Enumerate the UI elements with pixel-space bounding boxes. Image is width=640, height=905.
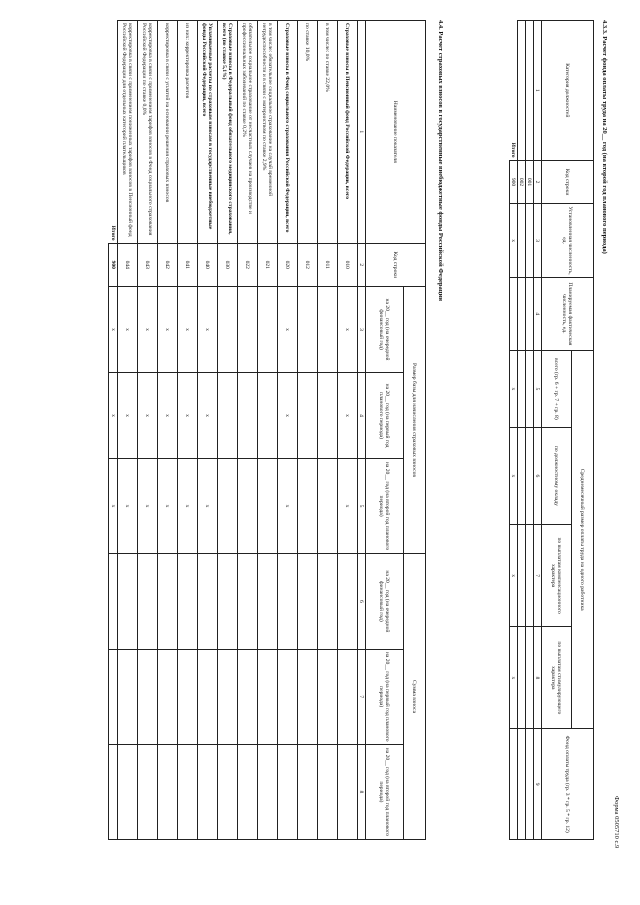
table-row [158, 21, 178, 840]
empty-cell [298, 554, 318, 650]
row-mark [218, 458, 238, 553]
table-row [118, 21, 138, 840]
row-name: Страховые взносы в Фонд социального страхования Российской Федерации, всего [278, 21, 298, 244]
num-cell: 5 [534, 350, 542, 427]
base-y2-header: на 20__ год (на первый год планового периода) [366, 373, 404, 459]
row-code: 002 [518, 160, 526, 204]
row-mark: х [178, 458, 198, 553]
row-mark: х [158, 458, 178, 553]
row-mark [218, 286, 238, 372]
num-cell: 6 [358, 554, 366, 650]
sum-y1-header: на 20__ год (на очередной финансовый год) [366, 554, 404, 650]
row-mark [258, 373, 278, 459]
row-mark [238, 458, 258, 553]
empty-cell [318, 554, 338, 650]
section-44-title: 4.4. Расчет страховых взносов в государственные внебюджетные фонды Российской Федерации [437, 20, 444, 301]
row-name: обязательное социальное страхование от несчастных случаев на производстве и профессиональных заболеваний по ставке 0,2% [238, 21, 258, 244]
num-cell: 5 [358, 458, 366, 553]
col-salary-header: по должностному окладу [542, 427, 572, 524]
table-row [238, 21, 258, 840]
row-mark: х [278, 373, 298, 459]
row-name: в том числе: по ставке 22,0% [318, 21, 338, 244]
num-cell: 9 [534, 729, 542, 840]
col-actual-header: Планируемая фактическая численность, ед. [542, 277, 594, 350]
row-mark [298, 286, 318, 372]
table-row [178, 21, 198, 840]
row-mark [218, 373, 238, 459]
empty-cell [318, 649, 338, 744]
row-mark: х [338, 373, 358, 459]
num-cell: 3 [534, 204, 542, 277]
empty-cell [138, 744, 158, 839]
empty-cell [338, 649, 358, 744]
empty-cell [178, 744, 198, 839]
row-mark: х [198, 373, 218, 459]
row-name: по ставке 10,0% [298, 21, 318, 244]
empty-cell [138, 554, 158, 650]
total-mark: х [510, 350, 518, 427]
empty-cell [238, 744, 258, 839]
row-mark [258, 286, 278, 372]
empty-cell [318, 744, 338, 839]
row-name: корректировка в связи с применением пониженных тарифов взносов в Пенсионный фонд Российской Федерации для отдельных категорий плательщиков [118, 21, 138, 244]
col-fund-header: Фонд оплаты труда (гр. 3 * гр. 5 * гр. 12) [542, 729, 594, 840]
total-code: 900 [109, 243, 118, 286]
num-cell: 4 [534, 277, 542, 350]
row-code: 041 [178, 243, 198, 286]
rotated-form-page [22, 16, 622, 886]
row-mark [318, 286, 338, 372]
empty-cell [298, 744, 318, 839]
row-mark: х [178, 373, 198, 459]
row-mark [238, 373, 258, 459]
sum-y3-header: на 20__ год (на второй год планового периода) [366, 744, 404, 839]
row-mark [238, 286, 258, 372]
row-code: 011 [318, 243, 338, 286]
empty-cell [278, 554, 298, 650]
section-433-title: 4.3.3. Расчет фонда оплаты труда на 20__ год (на второй год планового периода) [601, 20, 608, 254]
empty-cell [298, 649, 318, 744]
num-cell: 6 [534, 427, 542, 524]
col-total-header: всего (гр. 6 + гр. 7 + гр. 8) [542, 350, 572, 427]
row-mark: х [138, 373, 158, 459]
col-category-header: Категория должностей [542, 21, 594, 161]
num-cell: 8 [534, 627, 542, 729]
table-row [298, 21, 318, 840]
base-y1-header: на 20__ год (на очередной финансовый год) [366, 286, 404, 372]
table-row [518, 21, 526, 840]
row-code: 010 [338, 243, 358, 286]
avg-pay-group-header: Среднемесячный размер оплаты труда на одного работника [572, 350, 594, 729]
row-mark: х [338, 458, 358, 553]
empty-cell [278, 744, 298, 839]
row-mark: х [138, 286, 158, 372]
total-row [510, 21, 518, 840]
empty-cell [198, 744, 218, 839]
total-mark: х [109, 286, 118, 372]
insurance-contributions-table [108, 20, 426, 840]
base-group-header: Размер базы для начисления страховых взносов [404, 286, 426, 553]
num-cell: 7 [358, 649, 366, 744]
num-cell: 2 [534, 160, 542, 204]
empty-cell [238, 649, 258, 744]
table-row [218, 21, 238, 840]
empty-cell [158, 744, 178, 839]
empty-cell [218, 554, 238, 650]
empty-cell [258, 649, 278, 744]
empty-cell [118, 744, 138, 839]
table-row [198, 21, 218, 840]
empty-cell [338, 554, 358, 650]
total-label: Итого [109, 225, 116, 241]
row-code: 030 [218, 243, 238, 286]
empty-cell [258, 554, 278, 650]
row-name: в том числе: обязательное социальное страхование на случай временной нетрудоспособности и в связи с материнством по ставке 2,9% [258, 21, 278, 244]
sum-y2-header: на 20__ год (на первый год планового периода) [366, 649, 404, 744]
row-name: корректировка в связи с применением тарифов взносов в Фонд социального страхования Российской Федерации по ставке 0,0% [138, 21, 158, 244]
row-mark [258, 458, 278, 553]
col-name-header: Наименование показателя [366, 21, 426, 244]
row-mark [318, 458, 338, 553]
num-cell: 4 [358, 373, 366, 459]
row-code: 021 [258, 243, 278, 286]
row-mark: х [158, 286, 178, 372]
row-code: 040 [198, 243, 218, 286]
insurance-rows [118, 21, 358, 840]
empty-cell [238, 554, 258, 650]
row-code: 022 [238, 243, 258, 286]
row-mark: х [198, 458, 218, 553]
row-mark: х [118, 458, 138, 553]
row-mark: х [178, 286, 198, 372]
empty-cell [158, 649, 178, 744]
row-name: Страховые взносы в Федеральный фонд обязательного медицинского страхования, всего (по ставке 5,1%) [218, 21, 238, 244]
table-row [338, 21, 358, 840]
empty-cell [138, 649, 158, 744]
row-mark: х [198, 286, 218, 372]
payroll-fund-table [509, 20, 594, 840]
row-name: корректировка в связи с уплатой на основании решения страховых взносов [158, 21, 178, 244]
num-cell: 1 [358, 21, 366, 244]
empty-cell [198, 554, 218, 650]
row-name: Страховые взносы в Пенсионный фонд Российской Федерации, всего [338, 21, 358, 244]
row-code: 012 [298, 243, 318, 286]
row-mark: х [338, 286, 358, 372]
total-mark: х [109, 373, 118, 459]
total-code: 900 [510, 160, 518, 204]
col-staff-header: Установленная численность, ед. [542, 204, 594, 277]
row-mark: х [278, 458, 298, 553]
total-row [109, 21, 118, 840]
num-cell: 7 [534, 524, 542, 626]
col-code-header: Код строки [542, 160, 594, 204]
base-y3-header: на 20__ год (на второй год планового периода) [366, 458, 404, 553]
num-cell: 8 [358, 744, 366, 839]
num-cell: 3 [358, 286, 366, 372]
sum-group-header: Сумма взноса [404, 554, 426, 840]
total-mark: х [510, 524, 518, 626]
total-mark: х [510, 204, 518, 277]
col-code-header: Код строки [366, 243, 426, 286]
num-cell: 1 [534, 21, 542, 161]
table-row [526, 21, 534, 840]
row-mark [318, 373, 338, 459]
empty-cell [158, 554, 178, 650]
row-code: 044 [118, 243, 138, 286]
empty-cell [218, 649, 238, 744]
row-code: 001 [526, 160, 534, 204]
row-code: 043 [138, 243, 158, 286]
row-mark: х [138, 458, 158, 553]
row-name: Уплачиваемые расчеты по страховым взносам в государственные внебюджетные фонды Российской Федерации, всего [198, 21, 218, 244]
row-mark: х [118, 286, 138, 372]
row-name: из них: корректировка расчетов [178, 21, 198, 244]
empty-cell [118, 554, 138, 650]
empty-cell [218, 744, 238, 839]
empty-cell [258, 744, 278, 839]
empty-cell [338, 744, 358, 839]
empty-cell [178, 554, 198, 650]
row-mark: х [158, 373, 178, 459]
row-code: 042 [158, 243, 178, 286]
row-mark: х [278, 286, 298, 372]
table-row [318, 21, 338, 840]
num-cell: 2 [358, 243, 366, 286]
total-mark: х [510, 427, 518, 524]
table-row [278, 21, 298, 840]
row-mark [298, 373, 318, 459]
total-mark: х [109, 458, 118, 553]
row-mark [298, 458, 318, 553]
row-mark: х [118, 373, 138, 459]
col-stimulating-header: по выплатам стимулирующего характера [542, 627, 572, 729]
empty-cell [178, 649, 198, 744]
form-label: Форма 0505710 с.9 [613, 796, 620, 849]
row-code: 020 [278, 243, 298, 286]
total-label: Итого [510, 142, 517, 158]
table-row [138, 21, 158, 840]
total-mark: х [510, 627, 518, 729]
empty-cell [198, 649, 218, 744]
empty-cell [118, 649, 138, 744]
table-row [258, 21, 278, 840]
empty-cell [278, 649, 298, 744]
col-compensation-header: по выплатам компенсационного характера [542, 524, 572, 626]
